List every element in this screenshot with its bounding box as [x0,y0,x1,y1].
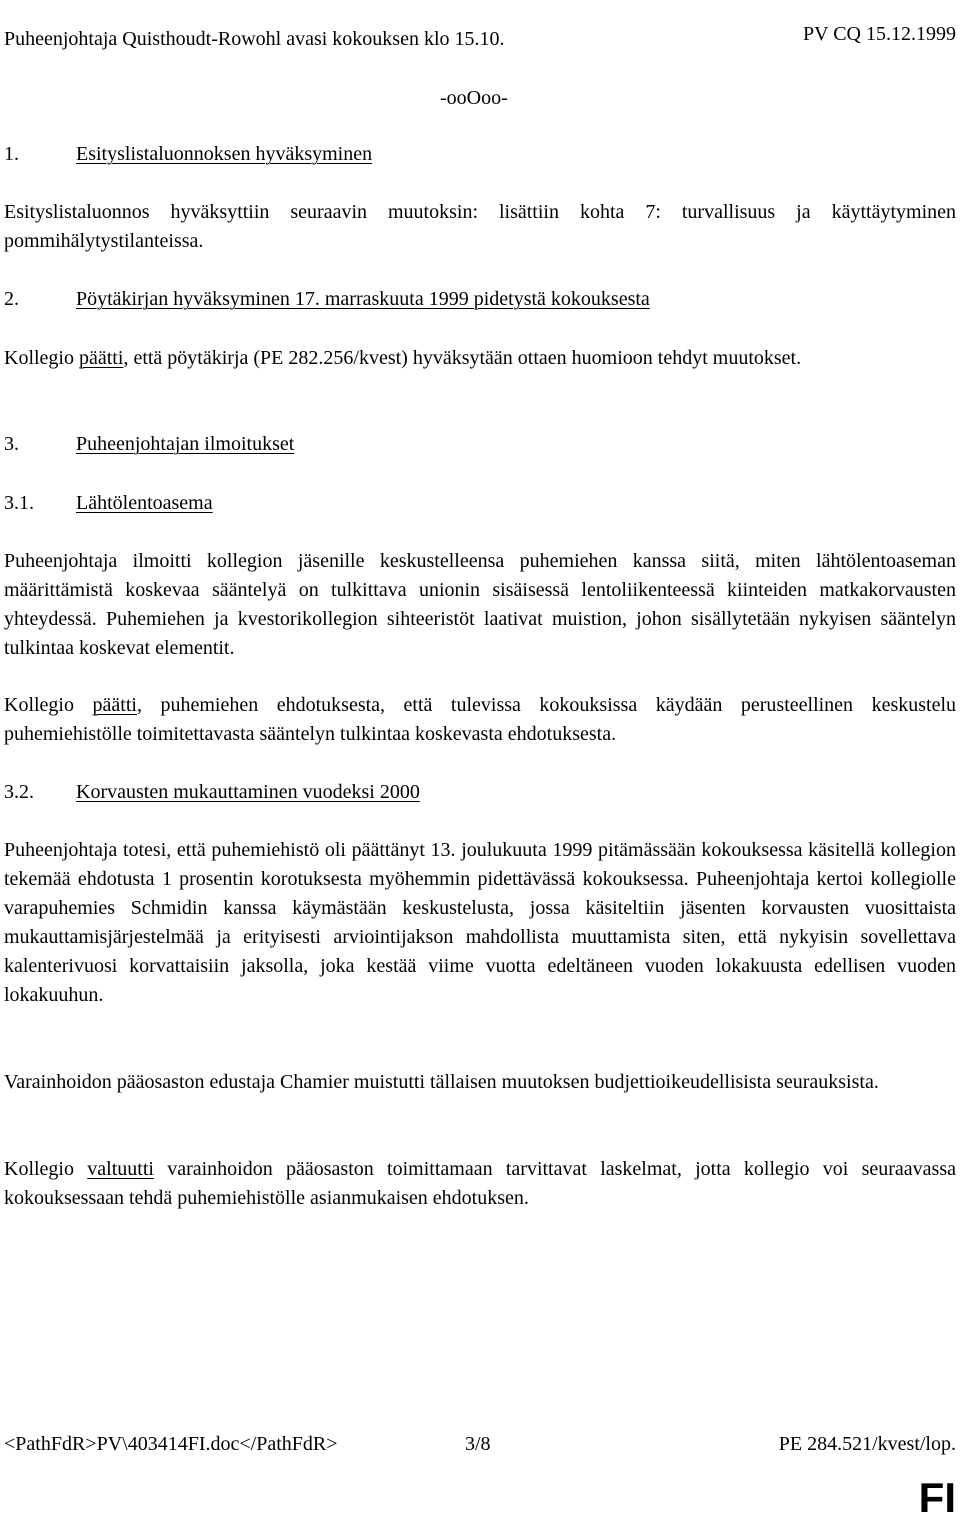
section-1-heading [4,140,372,169]
section-2-heading [4,285,650,314]
section-title: Puheenjohtajan ilmoitukset [76,433,295,455]
footer-page-number: 3/8 [465,1433,491,1455]
section-3-1-paragraph-2 [4,691,956,749]
section-3-2-paragraph-2: Varainhoidon pääosaston edustaja Chamier muistutti tällaisen muutoksen budjettioikeudellisista seurauksista. [4,1071,879,1093]
text-end: , puhemiehen ehdotuksesta, että tulevissa kokouksissa käydään perusteellinen keskustelu puhemiehistölle toimitettavasta sääntelyn tulkintaa koskevasta ehdotuksesta. [4,694,957,745]
text-end: , että pöytäkirja (PE 282.256/kvest) hyväksytään ottaen huomioon tehdyt muutokset. [123,347,802,369]
section-1-text: Esityslistaluonnos hyväksyttiin seuraavin muutoksin: lisättiin kohta 7: turvallisuus ja käyttäytyminen pommihälytystilanteissa. [4,201,956,252]
section-3-1-paragraph-1: Puheenjohtaja ilmoitti kollegion jäsenille keskustelleensa puhemiehen kanssa siitä, miten lähtölentoaseman määrittämistä koskevaa sääntelyä on tulkittava unionin sisäisessä lentoliikenteessä kiinteiden matkakorvausten yhteydessä. Puhemiehen ja kvestorikollegion sihteeristöt laativat muistion, johon sisällytetään nykyisen sääntelyn tulkintaa koskevat elementit. [4,550,956,659]
section-title: Pöytäkirjan hyväksyminen 17. marraskuuta 1999 pidetystä kokouksesta [76,288,650,310]
separator: -ooOoo- [440,87,508,109]
section-number: 1. [4,143,19,165]
section-3-2-paragraph-1: Puheenjohtaja totesi, että puhemiehistö oli päättänyt 13. joulukuuta 1999 pitämässään kokouksessa käsitellä kollegion tekemää ehdotusta 1 prosentin korotuksesta myöhemmin pidettävässä kokouksessa. Puheenjohtaja kertoi kollegiolle varapuhemies Schmidin kanssa käymästään keskustelusta, jossa käsiteltiin jäsenten korvausten vuosittaista mukauttamisjärjestelmää ja erityisesti arviointijakson mahdollista muuttamista siten, että nykyisin sovellettava kalenterivuosi korvattaisiin jaksolla, joka kestää viime vuotta edeltäneen vuoden lokakuusta edellisen vuoden lokakuuhun. [4,839,956,1006]
section-number: 2. [4,288,19,310]
footer-file-path: <PathFdR>PV\403414FI.doc</PathFdR> [4,1433,338,1455]
text-start: Kollegio [4,694,93,716]
text-start: Kollegio [4,347,79,369]
section-3-2-heading [4,778,420,807]
footer-document-reference: PE 284.521/kvest/lop. [778,1433,956,1455]
section-number: 3. [4,433,19,455]
section-3-2-paragraph-3 [4,1155,956,1213]
text-start: Kollegio [4,1158,88,1180]
section-3-heading [4,430,294,459]
decision-keyword: valtuutti [87,1158,154,1180]
section-title: Esityslistaluonnoksen hyväksyminen [76,143,373,165]
document-reference: PV CQ 15.12.1999 [803,23,956,45]
section-title: Lähtölentoasema [76,492,213,514]
language-code: FI [918,1474,956,1521]
section-title: Korvausten mukauttaminen vuodeksi 2000 [76,781,420,803]
decision-keyword: päätti [92,694,137,716]
section-3-1-heading [4,489,213,518]
decision-keyword: päätti [79,347,124,369]
header-opening-line: Puheenjohtaja Quisthoudt-Rowohl avasi kokouksen klo 15.10. [4,28,505,50]
text-end: varainhoidon pääosaston toimittamaan tarvittavat laskelmat, jotta kollegio voi seuraavassa kokouksessaan tehdä puhemiehistölle asianmukaisen ehdotuksen. [4,1158,956,1209]
section-number: 3.1. [4,492,34,514]
section-number: 3.2. [4,781,34,803]
section-2-text [4,344,956,373]
